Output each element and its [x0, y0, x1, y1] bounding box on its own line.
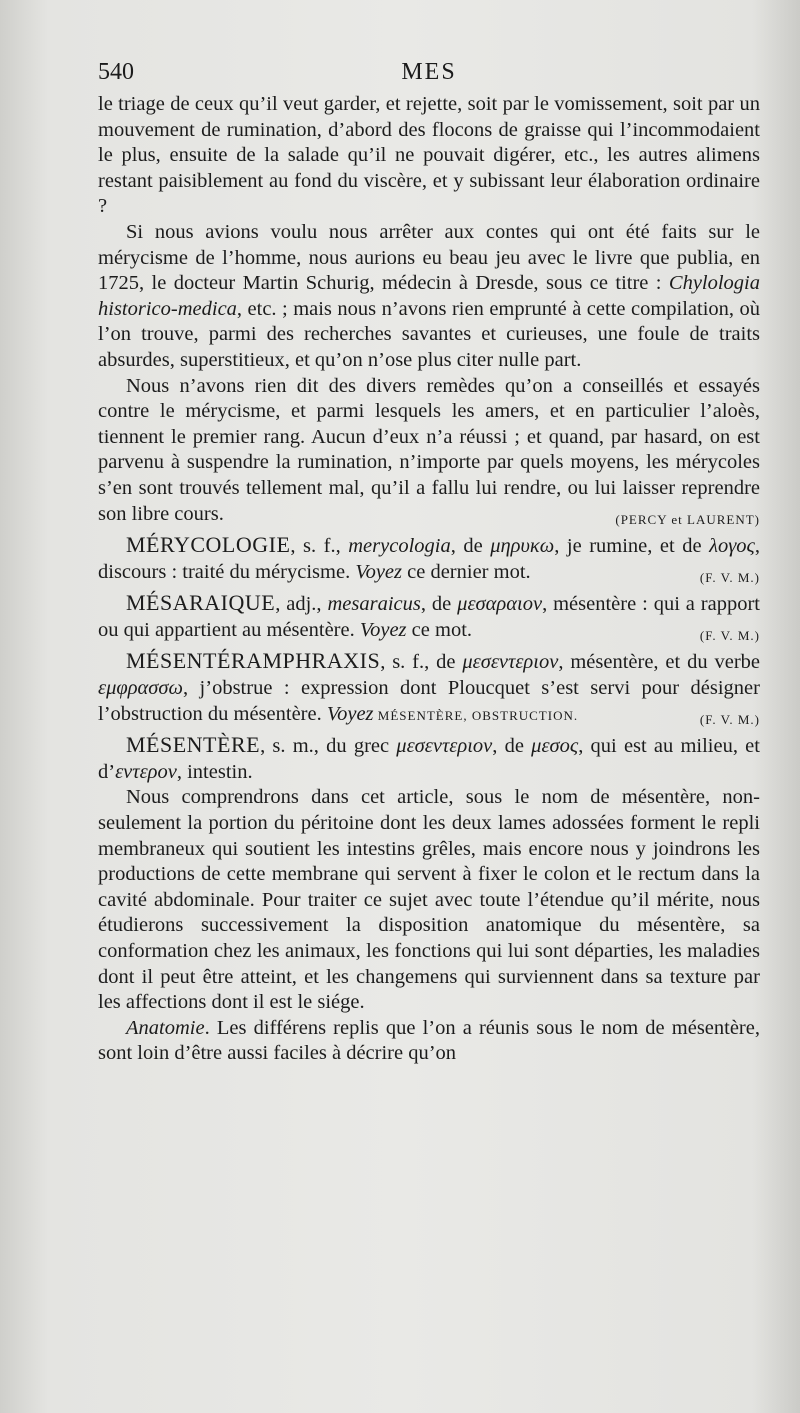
- paragraph-text: Nous n’avons rien dit des divers remèdes qu’on a conseillés et essayés contre le mérycisme, et parmi lesquels les amers, et en particulier l’aloès, tiennent le premier rang. Aucun d’eux n’a réussi ; et quand, par hasard, on est parvenu à suspendre la rumination, n’importe par quels moyens, les mérycoles s’en sont trouvés tellement mal, qu’il a fallu lui rendre, ou lui laisser reprendre son libre cours.: [98, 374, 760, 525]
- voyez-reference: Voyez: [355, 560, 403, 583]
- entry-text: , mésentère, et du verbe: [558, 651, 760, 674]
- author-signature: (F. V. M.): [699, 711, 760, 727]
- entry-text: , de: [492, 735, 532, 758]
- cross-references: MÉSENTÈRE, OBSTRUCTION.: [373, 707, 579, 723]
- entry-text: , de: [420, 593, 458, 616]
- paragraph-text: . Les différens replis que l’on a réunis sous le nom de mésentère, sont loin d’être aussi faciles à décrire qu’on: [98, 1016, 760, 1065]
- book-title: Chylologia historico-medica: [98, 272, 760, 320]
- entry-text: , discours : traité du mérycisme.: [98, 535, 760, 583]
- paragraph-schurig: [98, 220, 760, 374]
- entry-headword: MÉSENTÉRAMPHRAXIS: [126, 648, 381, 674]
- greek-term: λογος: [709, 535, 755, 558]
- entry-text: , s. f.,: [290, 535, 349, 558]
- entry-text: , adj.,: [275, 593, 328, 616]
- entry-text: , mésentère : qui a rapport ou qui appartient au mésentère.: [98, 593, 761, 641]
- entry-text: ce mot.: [406, 618, 473, 641]
- latin-term: merycologia: [348, 535, 451, 558]
- greek-term: μεσαραιον: [457, 593, 543, 616]
- paragraph-text: , etc. ; mais nous n’avons rien emprunté à cette compilation, où l’on trouve, parmi des recherches savantes et curieuses, une foule de traits absurdes, superstitieux, et qu’on n’ose plus citer nulle part.: [98, 297, 760, 371]
- paragraph-anatomie: [98, 1016, 760, 1067]
- paragraph-remedies: [98, 374, 760, 528]
- greek-term: εντερον: [115, 760, 177, 783]
- entry-headword: MÉSENTÈRE: [126, 732, 261, 758]
- entry-headword: MÉSARAIQUE: [126, 590, 276, 616]
- greek-term: μηρυκω: [490, 535, 555, 558]
- entry-merycologie: [98, 532, 760, 585]
- entry-mesentere: [98, 732, 760, 785]
- paragraph-article-plan: Nous comprendrons dans cet article, sous le nom de mésentère, non-seulement la portion du péritoine dont les deux lames adossées forment le repli membraneux qui soutient les intestins grêles, mais encore nous y joindrons les productions de cette membrane qui servent à fixer le colon et le rectum dans la cavité abdominale. Pour traiter ce sujet avec toute l’étendue qu’il mérite, nous étudierons successivement la disposition anatomique du mésentère, sa conformation chez les animaux, les fonctions qui lui sont départies, les maladies dont il peut être atteint, et les changemens qui surviennent dans sa texture par les affections dont il est le siége.: [98, 786, 760, 1014]
- entry-text: , de: [450, 535, 491, 558]
- voyez-reference: Voyez: [359, 618, 407, 641]
- section-label: Anatomie: [126, 1016, 205, 1039]
- author-signature: (F. V. M.): [699, 627, 760, 643]
- running-head: [98, 52, 760, 92]
- page-number: 540: [98, 59, 134, 85]
- voyez-reference: Voyez: [326, 702, 374, 725]
- latin-term: mesaraicus: [327, 593, 421, 616]
- author-signature: (PERCY et LAURENT): [615, 511, 760, 527]
- greek-term: εμφρασσω: [98, 677, 184, 700]
- entry-text: , je rumine, et de: [554, 535, 710, 558]
- paragraph-continuation: le triage de ceux qu’il veut garder, et rejette, soit par le vomissement, soit par un mouvement de rumination, d’abord des flocons de graisse qui l’incommodaient le plus, ensuite de la salade qu’il ne pouvait digérer, etc., les autres alimens restant paisiblement au fond du viscère, et y subissant leur élaboration ordinaire ?: [98, 93, 760, 218]
- entry-mesenteramphraxis: [98, 648, 760, 728]
- entry-mesaraique: [98, 590, 760, 643]
- greek-term: μεσεντεριον: [462, 651, 559, 674]
- entry-text: , qui est au milieu, et d’: [98, 735, 760, 783]
- entry-text: , j’obstrue : expression dont Ploucquet s’est servi pour désigner l’obstruction du mésentère.: [98, 677, 760, 725]
- author-signature: (F. V. M.): [699, 569, 760, 585]
- entry-text: , s. m., du grec: [260, 735, 397, 758]
- greek-term: μεσος: [531, 735, 579, 758]
- greek-term: μεσεντεριον: [396, 735, 493, 758]
- paragraph-text: Si nous avions voulu nous arrêter aux contes qui ont été faits sur le mérycisme de l’homme, nous aurions eu beau jeu avec le livre que publia, en 1725, le docteur Martin Schurig, médecin à Dresde, sous ce titre :: [98, 220, 760, 295]
- entry-text: , s. f., de: [380, 651, 463, 674]
- entry-headword: MÉRYCOLOGIE: [126, 532, 291, 558]
- running-title: MES: [401, 59, 457, 85]
- body-text: [98, 92, 760, 1067]
- entry-text: ce dernier mot.: [402, 560, 531, 583]
- entry-text: , intestin.: [176, 760, 253, 783]
